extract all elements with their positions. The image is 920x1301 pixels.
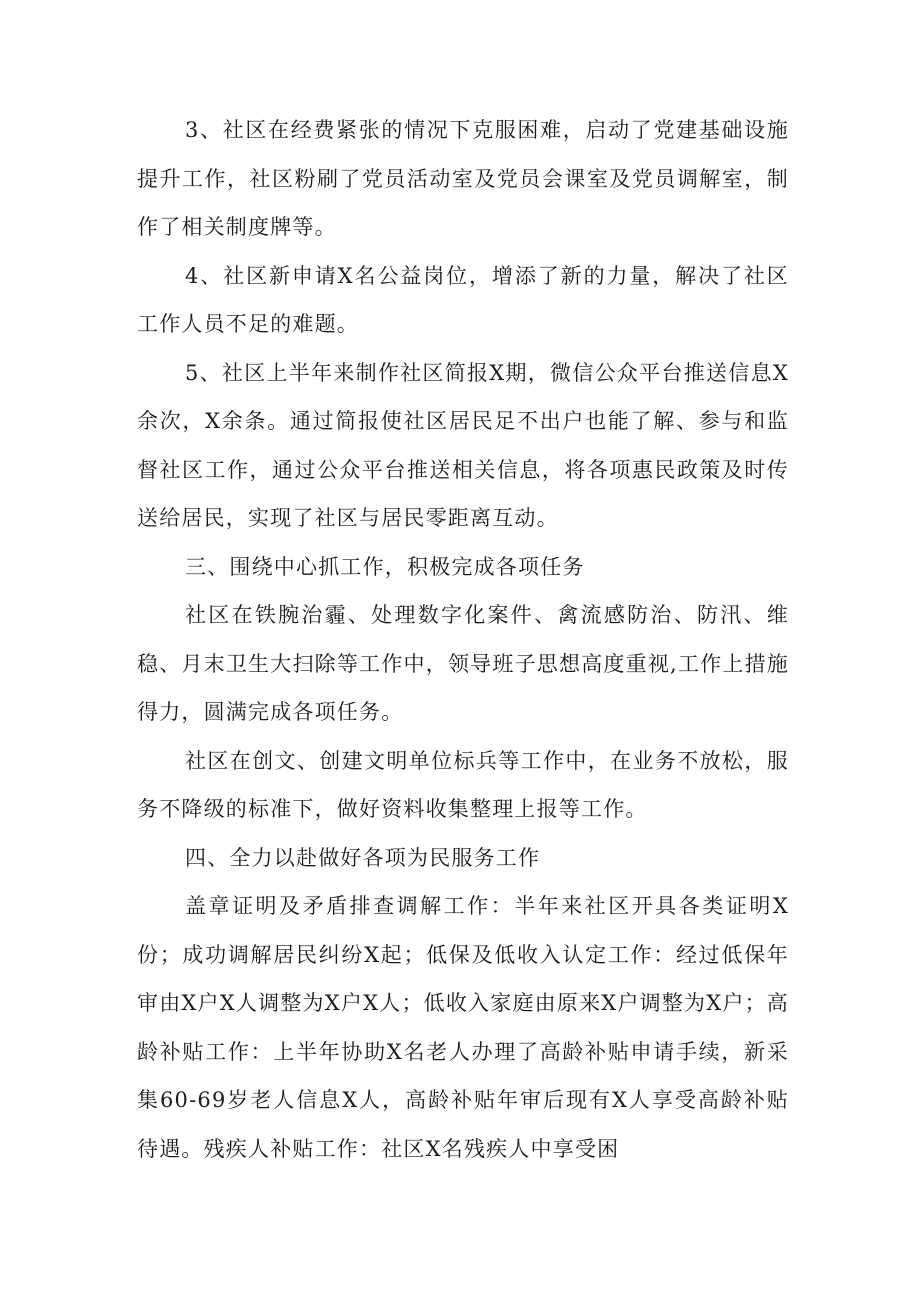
document-body [137,106,789,1173]
section-heading-4: 四、全力以赴做好各项为民服务工作 [185,845,541,870]
paragraph-smog-control: 社区在铁腕治霾、处理数字化案件、禽流感防治、防汛、维稳、月末卫生大扫除等工作中，领导班子思想高度重视,工作上措施得力，圆满完成各项任务。 [137,603,789,724]
section-heading-3: 三、围绕中心抓工作，积极完成各项任务 [185,554,585,579]
paragraph-civilization: 社区在创文、创建文明单位标兵等工作中，在业务不放松，服务不降级的标准下，做好资料收集整理上报等工作。 [137,748,789,821]
paragraph-item-5: 5、社区上半年来制作社区简报X期，微信公众平台推送信息X余次，X余条。通过简报使社区居民足不出户也能了解、参与和监督社区工作，通过公众平台推送相关信息，将各项惠民政策及时传送给居民，实现了社区与居民零距离互动。 [137,360,789,530]
paragraph-item-3: 3、社区在经费紧张的情况下克服困难，启动了党建基础设施提升工作，社区粉刷了党员活动室及党员会课室及党员调解室，制作了相关制度牌等。 [137,118,789,239]
paragraph-item-4: 4、社区新申请X名公益岗位，增添了新的力量，解决了社区工作人员不足的难题。 [137,263,789,336]
paragraph-services: 盖章证明及矛盾排查调解工作：半年来社区开具各类证明X份；成功调解居民纠纷X起；低保及低收入认定工作：经过低保年审由X户X人调整为X户X人；低收入家庭由原来X户调整为X户；高龄补贴工作：上半年协助X名老人办理了高龄补贴申请手续，新采集60-69岁老人信息X人，高龄补贴年审后现有X人享受高龄补贴待遇。残疾人补贴工作：社区X名残疾人中享受困 [137,894,789,1161]
